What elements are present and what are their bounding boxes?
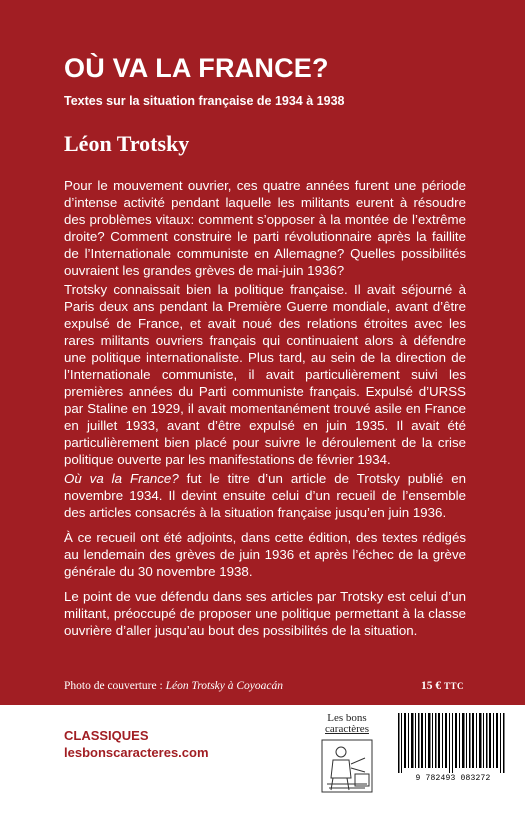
photo-credit-label: Photo de couverture : (64, 680, 166, 692)
blurb-paragraph-1: Pour le mouvement ouvrier, ces quatre années furent une période d’intense activité pendant laquelle les militants eurent à résoudre des problèmes vitaux: comment s’opposer à la montée de l’extrême droite? Comment construire le parti révolutionnaire après la faillite de l’Internationale communiste en Allemagne? Quelles possibilités ouvraient les grandes grèves de mai-juin 1936? (64, 178, 466, 278)
photo-credit (64, 680, 283, 692)
price-value: 15 € (420, 680, 442, 692)
collection-name: CLASSIQUES (64, 728, 149, 743)
publisher-logo (313, 712, 381, 800)
price-suffix: TTC (443, 681, 464, 691)
isbn-number: 9 782493 083272 (415, 774, 491, 783)
barcode-icon (394, 713, 512, 773)
book-subtitle: Textes sur la situation française de 1934 à 1938 (64, 94, 345, 108)
printer-illustration-icon (319, 738, 375, 796)
isbn-barcode (394, 713, 512, 785)
blurb-paragraph-2: Trotsky connaissait bien la politique française. Il avait séjourné à Paris deux ans pendant la Première Guerre mondiale, avant d’être expulsé de France, et avait noué des relations étroites avec les rares militants ouvriers français qui continuaient alors à défendre une politique internationaliste. Plus tard, au sein de la direction de l’Internationale communiste, il avait particulièrement suivi les premières années du Parti communiste français. Expulsé d’URSS par Staline en 1929, il avait momentanément trouvé asile en France en juillet 1933, avant d’être expulsé en juin 1935. Il avait été particulièrement bien placé pour suivre le déroulement de la crise politique ouverte par les manifestations de février 1934. (64, 282, 466, 467)
photo-credit-caption: Léon Trotsky à Coyoacán (165, 680, 284, 692)
price (421, 680, 464, 692)
blurb-title-reference: Où va la France? (64, 471, 179, 486)
book-title: OÙ VA LA FRANCE? (64, 53, 329, 83)
blurb-paragraph-3 (64, 470, 466, 521)
publisher-website: lesbonscaracteres.com (64, 745, 209, 760)
logo-text-line-2: caractères (325, 723, 369, 735)
blurb-paragraph-4: À ce recueil ont été adjoints, dans cette édition, des textes rédigés au lendemain des grèves de juin 1936 et après l’échec de la grève générale du 30 novembre 1938. (64, 530, 466, 579)
author-name: Léon Trotsky (64, 131, 190, 156)
blurb (64, 177, 466, 647)
logo-text-line-1: Les bons (327, 712, 367, 724)
blurb-paragraph-3-text: fut le titre d’un article de Trotsky publié en novembre 1934. Il devint ensuite celui d’un recueil de l’ensemble des articles consacrés à la situation française jusqu’en juin 1936. (64, 471, 467, 520)
blurb-paragraph-5: Le point de vue défendu dans ses articles par Trotsky est celui d’un militant, préoccupé de proposer une politique permettant à la classe ouvrière d’aller jusqu’au bout des possibilités de la situation. (64, 589, 466, 638)
